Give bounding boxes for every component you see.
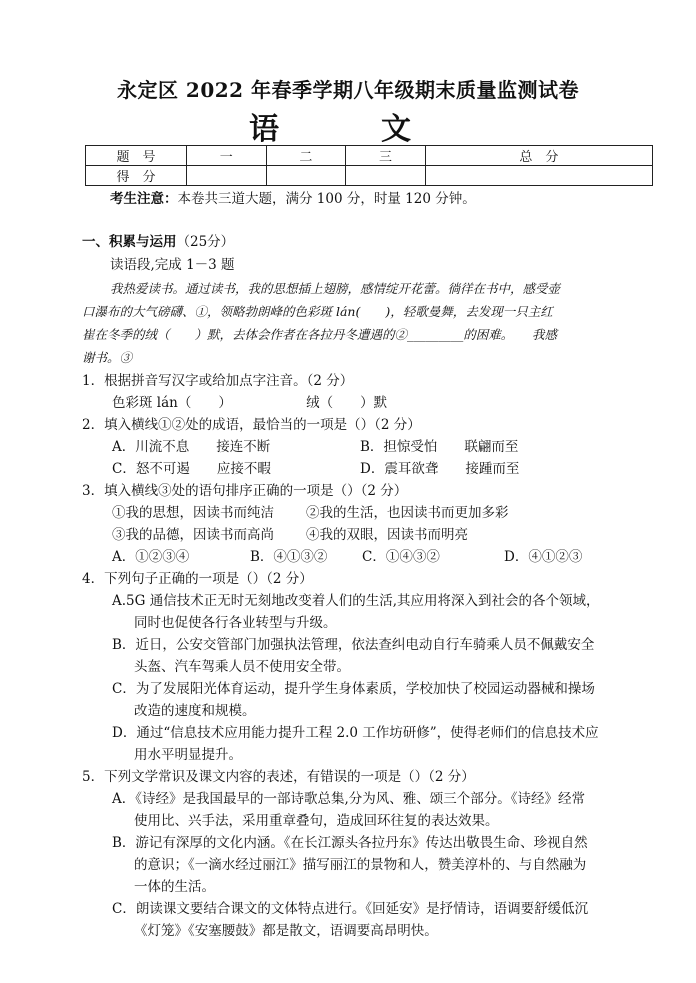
passage-line: 谢书。③ <box>82 350 133 365</box>
question-3-stem: 3．填入横线③处的语句排序正确的一项是（）（2 分） <box>82 483 408 499</box>
question-5-option-a: A．《诗经》是我国最早的一部诗歌总集,分为风、雅、颂三个部分。《诗经》经常 <box>112 791 586 807</box>
question-4-option-a: A.5G 通信技术正无时无刻地改变着人们的生活,其应用将深入到社会的各个领域， <box>112 593 600 609</box>
reading-intro: 读语段,完成 1－3 题 <box>110 257 235 273</box>
table-cell: 题 号 <box>86 146 187 166</box>
question-4-option-c: C．为了发展阳光体育运动，提升学生身体素质，学校加快了校园运动器械和操场 <box>112 681 595 697</box>
question-5-option-b-cont: 一体的生活。 <box>134 879 215 895</box>
question-3-sentence-3: ③我的品德，因读书而高尚 <box>112 527 274 543</box>
question-5-option-b: B．游记有深厚的文化内涵。《在长江源头各拉丹东》传达出敬畏生命、珍视自然 <box>112 835 588 851</box>
score-table-row <box>86 166 653 186</box>
question-3-option-a: A．①②③④ <box>112 549 190 565</box>
question-3-option-b: B．④①③② <box>250 549 328 565</box>
table-cell: 二 <box>266 146 346 166</box>
table-cell <box>425 166 652 186</box>
question-4-option-d: D．通过“信息技术应用能力提升工程 2.0 工作坊研修”，使得老师们的信息技术应 <box>112 725 599 741</box>
notice-text: 本卷共三道大题，满分 100 分，时量 120 分钟。 <box>177 191 476 207</box>
question-4-option-a-cont: 同时也促使各行各业转型与升级。 <box>134 615 337 631</box>
table-cell: 三 <box>346 146 426 166</box>
question-1-blanks: 色彩斑 lán（ ） 绒（ ）默 <box>112 395 388 411</box>
exam-notice <box>110 190 476 208</box>
section-heading <box>82 233 234 251</box>
question-2-option-b: B．担惊受怕 联翩而至 <box>360 439 519 455</box>
passage-line: 口瀑布的大气磅礴、①，领略勃朗峰的色彩斑 lán( )，轻歌曼舞，去发现一只主红 <box>82 304 553 319</box>
passage-line: 崔在冬季的绒（ ）默，去体会作者在各拉丹冬遭遇的②_________的困难。 我感 <box>82 327 558 342</box>
question-4-option-d-cont: 用水平明显提升。 <box>134 747 242 763</box>
question-3-option-c: C．①④③② <box>362 549 440 565</box>
question-4-option-c-cont: 改造的速度和规模。 <box>134 703 256 719</box>
score-table <box>85 145 653 186</box>
table-cell <box>346 166 426 186</box>
table-cell: 总 分 <box>425 146 652 166</box>
table-cell: 得 分 <box>86 166 187 186</box>
subject-title: 语 文 <box>249 112 447 147</box>
question-1-stem: 1．根据拼音写汉字或给加点字注音。（2 分） <box>82 373 354 389</box>
question-3-sentence-4: ④我的双眼，因读书而明亮 <box>306 527 468 543</box>
question-5-option-c-cont: 《灯笼》《安塞腰鼓》都是散文，语调要高昂明快。 <box>134 923 438 939</box>
score-table-row <box>86 146 653 166</box>
question-5-stem: 5．下列文学常识及课文内容的表述，有错误的一项是（）（2 分） <box>82 769 475 785</box>
question-5-option-b-cont: 的意识；《一滴水经过丽江》描写丽江的景物和人，赞美淳朴的、与自然融为 <box>134 857 587 873</box>
table-cell <box>266 166 346 186</box>
question-3-option-d: D．④①②③ <box>504 549 583 565</box>
question-2-stem: 2．填入横线①②处的成语，最恰当的一项是（）（2 分） <box>82 417 421 433</box>
notice-label: 考生注意： <box>110 191 178 207</box>
question-2-option-d: D．震耳欲聋 接踵而至 <box>360 461 520 477</box>
question-2-option-a: A．川流不息 接连不断 <box>112 439 271 455</box>
section-points: （25分） <box>176 234 235 250</box>
question-4-option-b: B．近日，公安交管部门加强执法管理，依法查纠电动自行车骑乘人员不佩戴安全 <box>112 637 595 653</box>
section-title: 一、积累与运用 <box>82 234 177 250</box>
question-2-option-c: C．怒不可遏 应接不暇 <box>112 461 271 477</box>
passage-line: 我热爱读书。通过读书，我的思想插上翅膀，感情绽开花蕾。徜徉在书中，感受壶 <box>110 281 561 296</box>
question-5-option-a-cont: 使用比、兴手法，采用重章叠句，造成回环往复的表达效果。 <box>134 813 499 829</box>
table-cell <box>187 166 267 186</box>
exam-title: 永定区 2022 年春季学期八年级期末质量监测试卷 <box>116 78 580 102</box>
table-cell: 一 <box>187 146 267 166</box>
question-5-option-c: C．朗读课文要结合课文的文体特点进行。《回延安》是抒情诗，语调要舒缓低沉 <box>112 901 589 917</box>
question-4-option-b-cont: 头盔、汽车驾乘人员不使用安全带。 <box>134 659 350 675</box>
question-3-sentence-1: ①我的思想，因读书而纯洁 <box>112 505 274 521</box>
question-4-stem: 4．下列句子正确的一项是（）（2 分） <box>82 571 313 587</box>
question-3-sentence-2: ②我的生活，也因读书而更加多彩 <box>306 505 509 521</box>
